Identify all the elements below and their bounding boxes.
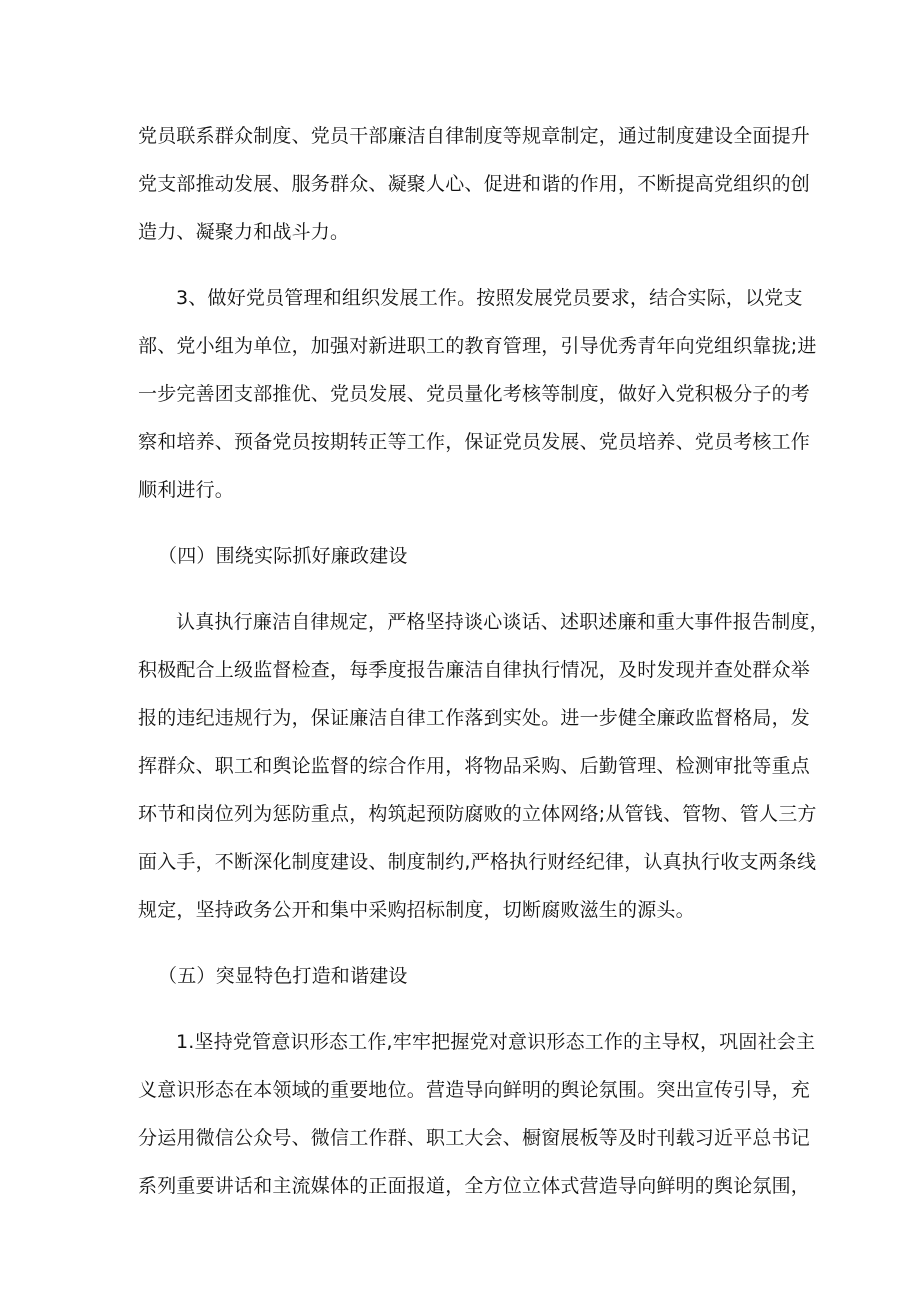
paragraph-line: 认真执行廉洁自律规定，严格坚持谈心谈话、述职述廉和重大事件报告制度， (176, 611, 829, 633)
paragraph-line: 部、党小组为单位，加强对新进职工的教育管理，引导优秀青年向党组织靠拢;进 (138, 335, 817, 357)
paragraph-line: 面入手，不断深化制度建设、制度制约,严格执行财经纪律，认真执行收支两条线 (138, 851, 817, 873)
paragraph-line: 3、做好党员管理和组织发展工作。按照发展党员要求，结合实际，以党支 (176, 287, 803, 309)
paragraph-line: 规定，坚持政务公开和集中采购招标制度，切断腐败滋生的源头。 (138, 899, 695, 921)
paragraph-line: 党支部推动发展、服务群众、凝聚人心、促进和谐的作用，不断提高党组织的创 (138, 173, 811, 195)
paragraph-line: 系列重要讲话和主流媒体的正面报道，全方位立体式营造导向鲜明的舆论氛围， (138, 1175, 811, 1197)
paragraph-line: 积极配合上级监督检查，每季度报告廉洁自律执行情况，及时发现并查处群众举 (138, 659, 811, 681)
paragraph-line: 义意识形态在本领域的重要地位。营造导向鲜明的舆论氛围。突出宣传引导，充 (138, 1079, 811, 1101)
paragraph-line: 造力、凝聚力和战斗力。 (138, 221, 350, 243)
paragraph-line: 环节和岗位列为惩防重点，构筑起预防腐败的立体网络;从管钱、管物、管人三方 (138, 803, 817, 825)
section-heading: （五）突显特色打造和谐建设 (158, 965, 408, 987)
paragraph-line: 挥群众、职工和舆论监督的综合作用，将物品采购、后勤管理、检测审批等重点 (138, 755, 811, 777)
paragraph-line: 一步完善团支部推优、党员发展、党员量化考核等制度，做好入党积极分子的考 (138, 383, 811, 405)
paragraph-line: 察和培养、预备党员按期转正等工作，保证党员发展、党员培养、党员考核工作 (138, 431, 811, 453)
paragraph-line: 顺利进行。 (138, 479, 235, 501)
paragraph-line: 报的违纪违规行为，保证廉洁自律工作落到实处。进一步健全廉政监督格局，发 (138, 707, 811, 729)
paragraph-line: 1.坚持党管意识形态工作,牢牢把握党对意识形态工作的主导权，巩固社会主 (176, 1031, 816, 1053)
paragraph-line: 分运用微信公众号、微信工作群、职工大会、橱窗展板等及时刊载习近平总书记 (138, 1127, 811, 1149)
section-heading: （四）围绕实际抓好廉政建设 (158, 545, 408, 567)
paragraph-line: 党员联系群众制度、党员干部廉洁自律制度等规章制定，通过制度建设全面提升 (138, 125, 811, 147)
